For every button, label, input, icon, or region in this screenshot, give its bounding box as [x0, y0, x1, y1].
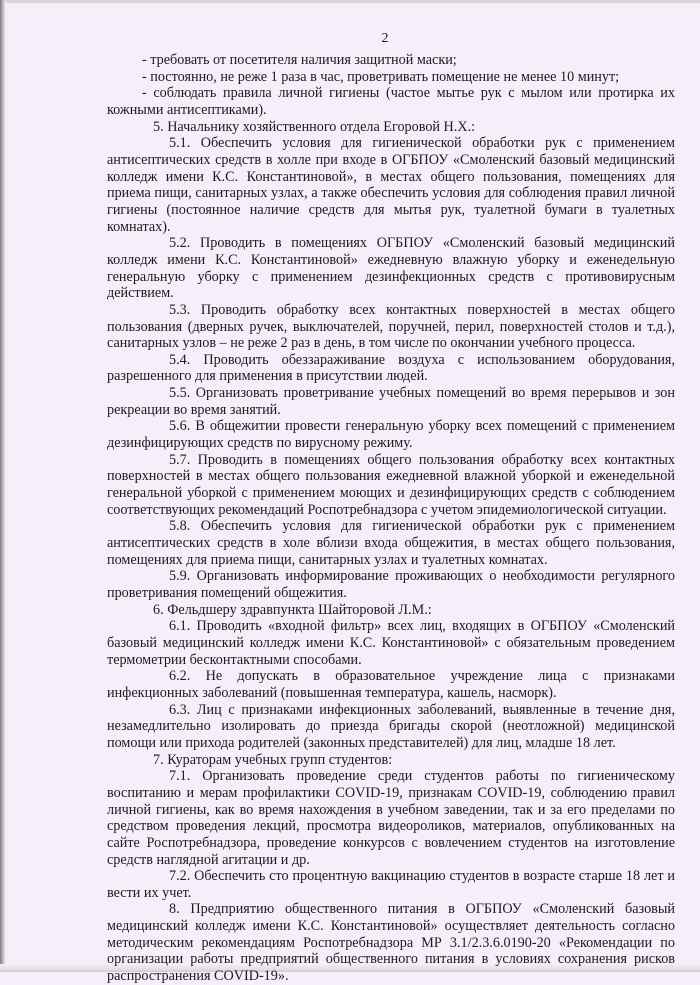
page-number: 2 — [381, 31, 389, 46]
clause-7-2: 7.2. Обеспечить сто процентную вакцинацию студентов в возрасте старше 18 лет и вести их учет. — [107, 868, 675, 901]
clause-5-8: 5.8. Обеспечить условия для гигиенической обработки рук с применением антисептических средств в холе вблизи входа общежития, в местах общего пользования, помещениях для приема пищи, санитарных узлах и туалетных комнатах. — [107, 518, 675, 568]
section-6-heading: 6. Фельдшеру здравпункта Шайторовой Л.М.: — [153, 601, 432, 618]
document-body — [107, 52, 675, 985]
section-5-heading: 5. Начальнику хозяйственного отдела Егоровой Н.Х.: — [153, 118, 476, 135]
scan-edge-top — [0, 0, 700, 3]
clause-5-5: 5.5. Организовать проветривание учебных помещений во время перерывов и зон рекреации во время занятий. — [107, 385, 675, 418]
clause-5-1: 5.1. Обеспечить условия для гигиенической обработки рук с применением антисептических средств в холле при входе в ОГБПОУ «Смоленский базовый медицинский колледж имени К.С. Константиновой», в местах общего пользования, помещениях для приема пищи, санитарных узлах, а также обеспечить условия для соблюдения правил личной гигиены (постоянное наличие средств для мытья рук, туалетной бумаги в туалетных комнатах). — [107, 135, 675, 235]
clause-6-1: 6.1. Проводить «входной фильтр» всех лиц, входящих в ОГБПОУ «Смоленский базовый медицинский колледж имени К.С. Константиновой» с обязательным проведением термометрии бесконтактными способами. — [107, 618, 675, 668]
clause-5-7: 5.7. Проводить в помещениях общего пользования обработку всех контактных поверхностей в местах общего пользования ежедневной влажной уборкой и еженедельной генеральной уборкой с применением моющих и дезинфицирующих средств с соблюдением соответствующих рекомендаций Роспотребнадзора с учетом эпидемиологической ситуации. — [107, 451, 675, 518]
section-7-heading: 7. Кураторам учебных групп студентов: — [153, 751, 393, 768]
clause-6-2: 6.2. Не допускать в образовательное учреждение лица с признаками инфекционных заболеваний (повышенная температура, кашель, насморк). — [107, 668, 675, 701]
bullet-personal-hygiene: - соблюдать правила личной гигиены (частое мытье рук с мылом или протирка их кожными антисептиками). — [107, 85, 675, 118]
section-8: 8. Предприятию общественного питания в ОГБПОУ «Смоленский базовый медицинский колледж имени К.С. Константиновой» осуществляет деятельность согласно методическим рекомендациям Роспотребнадзора МР 3.1/2.3.6.0190-20 «Рекомендации по организации работы предприятий общественного питания в условиях сохранения рисков распространения COVID-19». — [107, 901, 675, 985]
bullet-require-mask: - требовать от посетителя наличия защитной маски; — [142, 52, 457, 68]
clause-5-3: 5.3. Проводить обработку всех контактных поверхностей в местах общего пользования (дверных ручек, выключателей, поручней, перил, поверхностей столов и т.д.), санитарных узлов – не реже 2 раз в день, в том числе по окончании учебного процесса. — [107, 301, 675, 352]
clause-5-4: 5.4. Проводить обеззараживание воздуха с использованием оборудования, разрешенного для применения в присутствии людей. — [107, 351, 675, 385]
scan-edge-left — [0, 0, 6, 972]
clause-5-9: 5.9. Организовать информирование проживающих о необходимости регулярного проветривания помещений общежития. — [107, 568, 675, 601]
clause-6-3: 6.3. Лиц с признаками инфекционных заболеваний, выявленные в течение дня, незамедлительно изолировать до приезда бригады скорой (неотложной) медицинской помощи или прихода родителей (законных представителей) для лиц, младше 18 лет. — [107, 701, 675, 751]
bullet-ventilate-room: - постоянно, не реже 1 раза в час, проветривать помещение не менее 10 минут; — [142, 68, 620, 85]
clause-5-6: 5.6. В общежитии провести генеральную уборку всех помещений с применением дезинфицирующих средств по вирусному режиму. — [107, 418, 675, 452]
clause-5-2: 5.2. Проводить в помещениях ОГБПОУ «Смоленский базовый медицинский колледж имени К.С. Константиновой» ежедневную влажную уборку и еженедельную генеральную уборку с применением дезинфекционных средств с противовирусным действием. — [107, 235, 675, 302]
clause-7-1: 7.1. Организовать проведение среди студентов работы по гигиеническому воспитанию и мерам профилактики COVID-19, признакам COVID-19, соблюдению правил личной гигиены, как во время нахождения в учебном заведении, так и за его пределами по средством проведения лекций, просмотра видеороликов, материалов, опубликованных на сайте Роспотребнадзора, проведение конкурсов с вовлечением студентов на изготовление средств наглядной агитации и др. — [107, 768, 675, 868]
